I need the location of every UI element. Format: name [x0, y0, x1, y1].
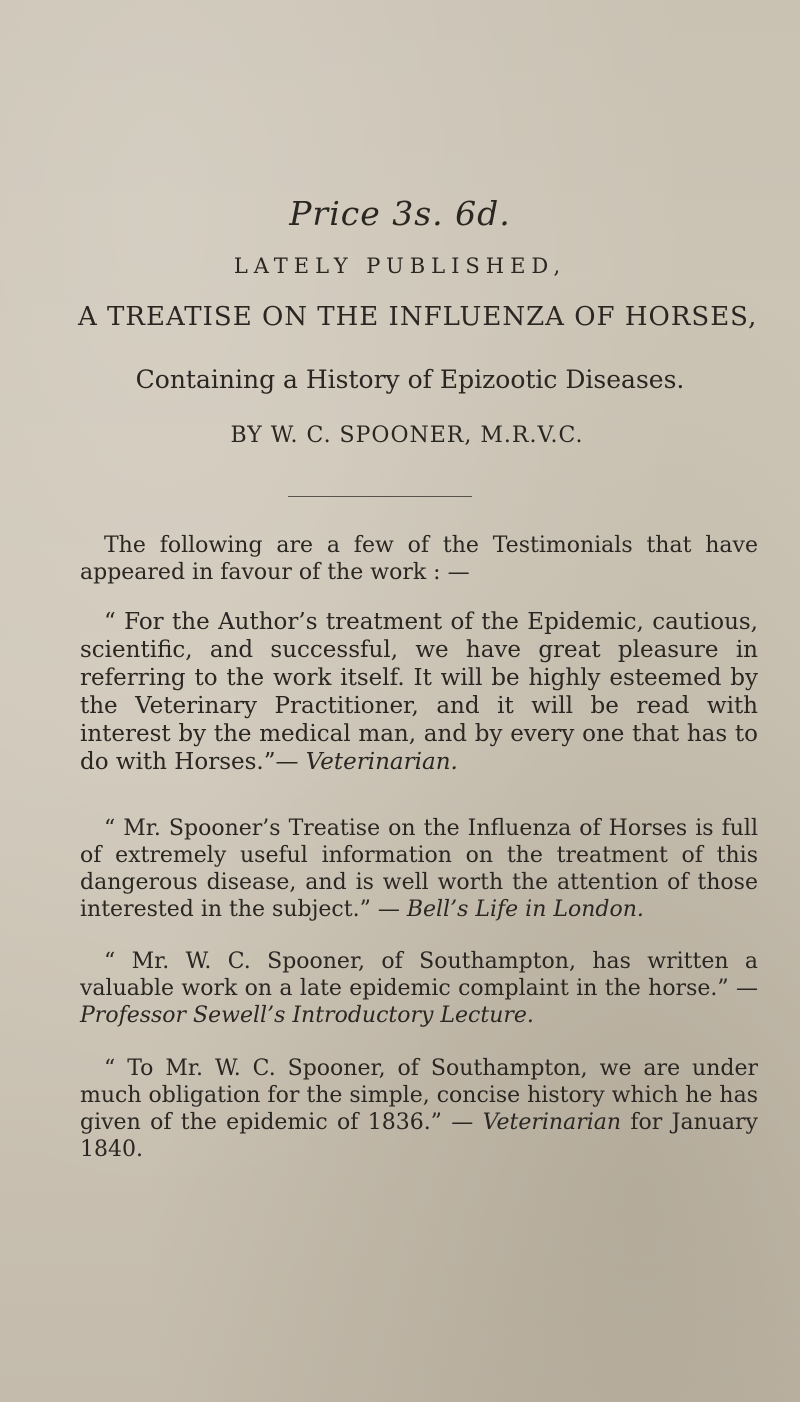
lately-published-heading: LATELY PUBLISHED,	[233, 254, 567, 278]
testimonial-tail: for January 1840.	[80, 1110, 758, 1162]
testimonial-source: Veterinarian.	[305, 749, 458, 775]
testimonial-source: Veterinarian	[482, 1110, 622, 1135]
price-line: Price 3s. 6d.	[289, 194, 511, 233]
testimonial-quote: “ For the Author’s treatment of the Epidemic, cautious, scientific, and successful, we have great pleasure in referring to the work itself. It will be highly esteemed by the Veterinary Practitioner, and it will be read with interest by the medical man, and by every one that has to do with Horses.”—	[80, 609, 758, 775]
testimonial-source: Bell’s Life in London.	[406, 897, 644, 922]
testimonial-veterinarian-1840	[80, 1055, 758, 1163]
testimonial-source: Professor Sewell’s Introductory Lecture.	[80, 1003, 534, 1028]
divider-rule	[288, 496, 472, 497]
author-byline: BY W. C. SPOONER, M.R.V.C.	[230, 423, 584, 448]
testimonial-quote: “ Mr. Spooner’s Treatise on the Influenza of Horses is full of extremely useful information on the treatment of this dangerous disease, and is well worth the attention of those interested in the subject.” —	[80, 816, 758, 922]
testimonial-bells-life	[80, 815, 758, 923]
testimonials-intro	[80, 532, 758, 586]
testimonial-quote: “ Mr. W. C. Spooner, of Southampton, has written a valuable work on a late epidemic complaint in the horse.” —	[80, 949, 758, 1001]
intro-text: The following are a few of the Testimonials that have appeared in favour of the work : —	[80, 533, 758, 585]
testimonial-veterinarian	[80, 608, 758, 776]
book-subtitle: Containing a History of Epizootic Diseases.	[135, 365, 685, 394]
testimonial-quote: “ To Mr. W. C. Spooner, of Southampton, we are under much obligation for the simple, concise history which he has given of the epidemic of 1836.” —	[80, 1056, 758, 1135]
testimonial-sewell	[80, 948, 758, 1029]
book-title: A TREATISE ON THE INFLUENZA OF HORSES,	[78, 302, 758, 332]
